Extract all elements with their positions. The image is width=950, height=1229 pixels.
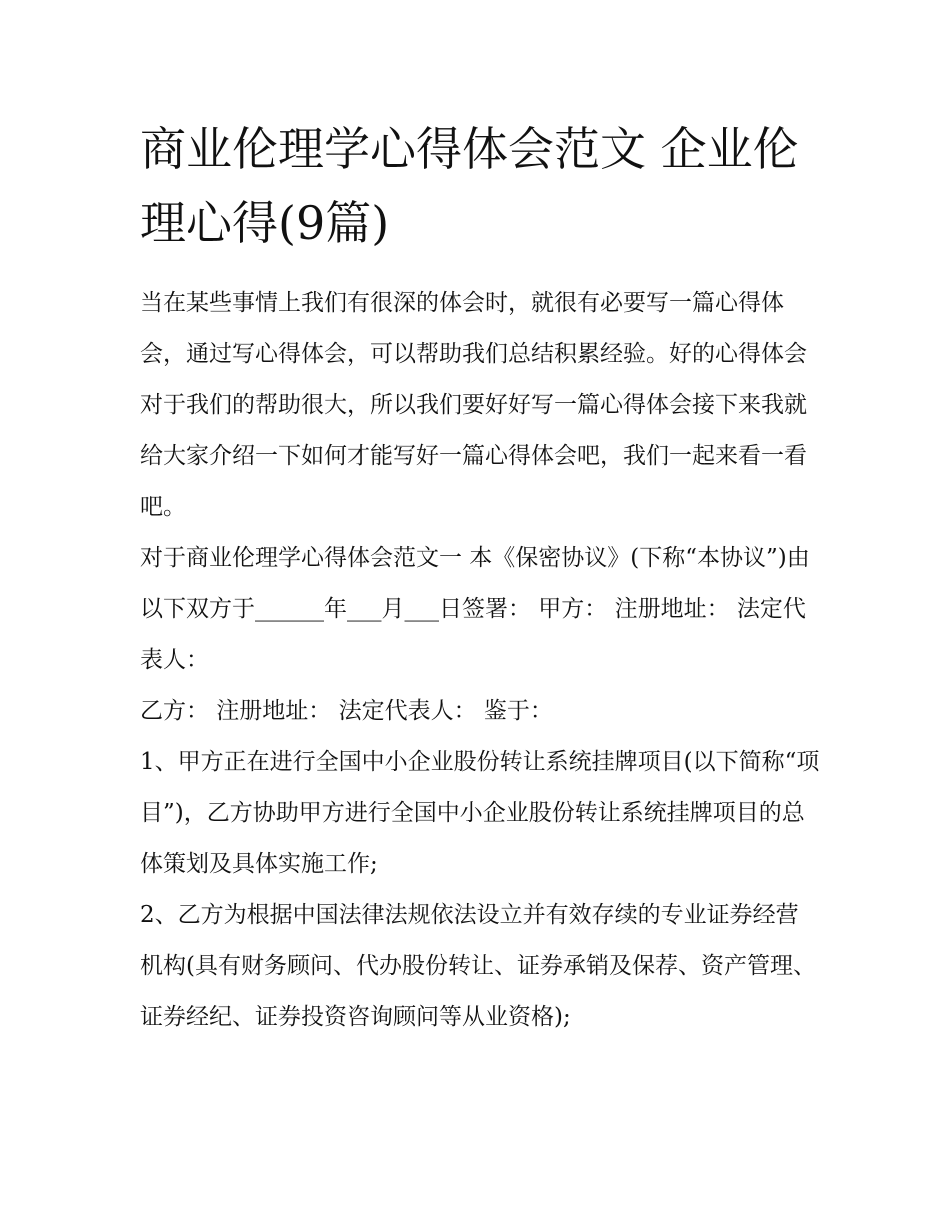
intro-paragraph: 当在某些事情上我们有很深的体会时，就很有必要写一篇心得体会，通过写心得体会，可以帮助我们总结积累经验。好的心得体会对于我们的帮助很大，所以我们要好好写一篇心得体会接下来我就给大家介绍一下如何才能写好一篇心得体会吧，我们一起来看一看吧。 (140, 290, 807, 520)
party-b-paragraph: 乙方： 注册地址： 法定代表人： 鉴于： (140, 698, 553, 724)
agreement-paragraph: 对于商业伦理学心得体会范文一 本《保密协议》(下称“本协议”)由以下双方于______年___月___日签署： 甲方： 注册地址： 法定代表人： (140, 545, 810, 673)
clause-1-paragraph: 1、甲方正在进行全国中小企业股份转让系统挂牌项目(以下简称“项目”)，乙方协助甲方进行全国中小企业股份转让系统挂牌项目的总体策划及具体实施工作; (140, 749, 820, 877)
document-page (140, 112, 820, 1043)
clause-2-paragraph: 2、乙方为根据中国法律法规依法设立并有效存续的专业证券经营机构(具有财务顾问、代办股份转让、证券承销及保荐、资产管理、证券经纪、证券投资咨询顾问等从业资格); (140, 902, 816, 1030)
document-title: 商业伦理学心得体会范文 企业伦理心得(9篇) (140, 122, 799, 250)
